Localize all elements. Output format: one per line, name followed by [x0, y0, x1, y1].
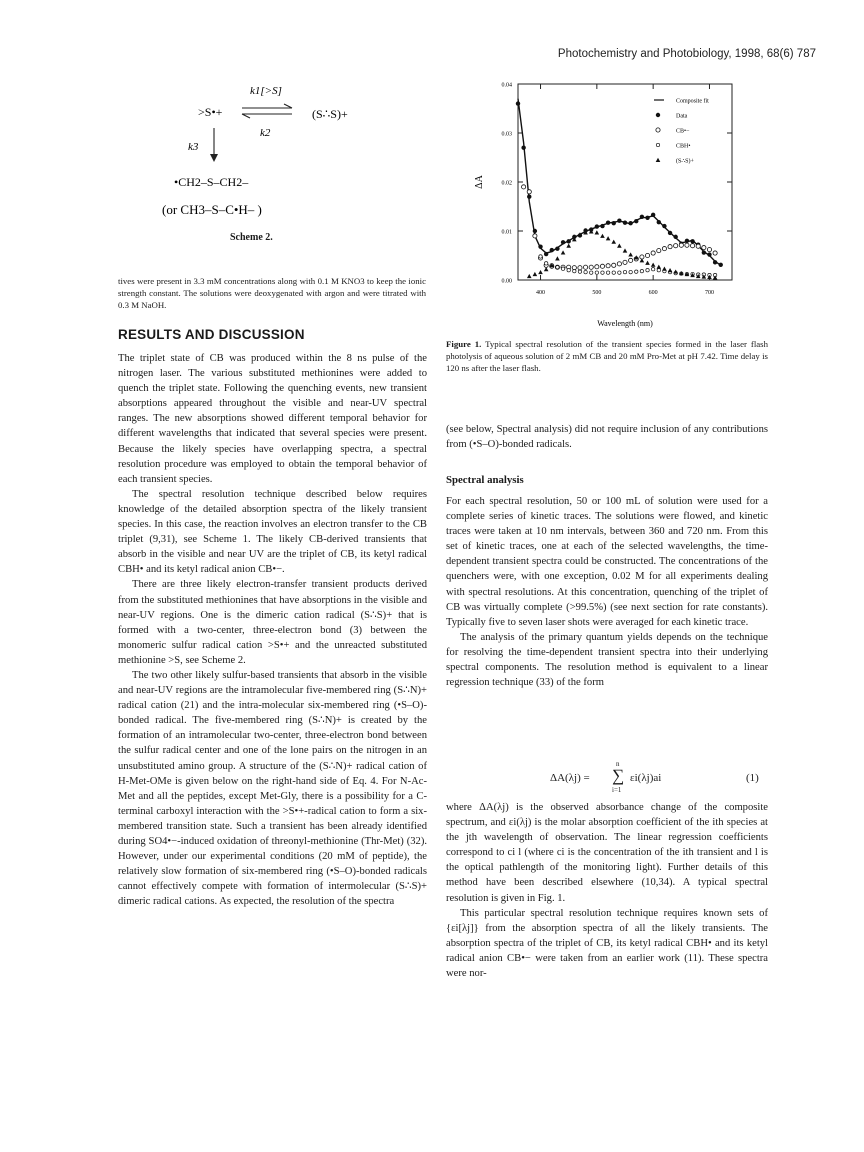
x-tick-label: 400 — [536, 290, 546, 296]
scheme-forward-arrowhead — [284, 104, 292, 108]
data-point — [544, 252, 548, 256]
data-point — [589, 265, 593, 269]
data-point — [635, 270, 638, 273]
scheme-product-2: (or CH3–S–C•H– ) — [162, 202, 262, 217]
legend-swatch — [656, 143, 659, 146]
scheme-species-right: (S∴S)+ — [312, 107, 348, 121]
data-point — [634, 219, 638, 223]
data-point — [550, 248, 554, 252]
data-point — [668, 245, 672, 249]
data-point — [662, 224, 666, 228]
data-point — [561, 240, 565, 244]
data-point — [573, 269, 576, 272]
data-point — [629, 270, 632, 273]
data-point — [623, 260, 627, 264]
figure-caption-text: Typical spectral resolution of the transient species formed in the laser flash photolysis of aqueous solution of 2 mM CB and 20 mM Pro-Met at pH 7.42. Time delay is 120 ns after the laser flash. — [446, 339, 768, 373]
data-point — [584, 270, 587, 273]
data-point — [668, 268, 673, 272]
data-point — [702, 250, 706, 254]
data-point — [628, 221, 632, 225]
data-point — [611, 240, 616, 244]
data-point — [719, 263, 723, 267]
data-point — [612, 271, 615, 274]
data-point — [556, 266, 559, 269]
data-point — [600, 224, 604, 228]
data-point — [606, 264, 610, 268]
data-point — [668, 231, 672, 235]
equation-rhs: εi(λj)ai — [630, 772, 662, 784]
scheme-rate-back: k2 — [260, 127, 271, 139]
equation-sum-upper: n — [616, 760, 620, 768]
data-point — [628, 252, 633, 256]
data-point — [527, 195, 531, 199]
data-point — [702, 246, 706, 250]
data-point — [651, 268, 654, 271]
series-line-composite-fit — [518, 99, 721, 266]
data-point — [595, 224, 599, 228]
data-point — [618, 271, 621, 274]
right-column-body — [446, 494, 768, 690]
equation-lhs: ΔA(λj) = — [550, 772, 590, 784]
data-point — [538, 244, 542, 248]
data-point — [533, 234, 537, 238]
data-point — [685, 239, 689, 243]
reaction-scheme — [160, 78, 410, 248]
data-point — [544, 267, 549, 271]
data-point — [521, 146, 525, 150]
x-tick-label: 500 — [592, 290, 602, 296]
legend-label: CBH• — [676, 143, 691, 150]
data-point — [527, 190, 531, 194]
scheme-down-arrowhead — [210, 154, 218, 162]
paragraph: The analysis of the primary quantum yields depends on the technique for resolving the time-dependent transient spectra into their underlying spectral components. The resolution method is equivalent to a linear regression technique (33) of the form — [446, 631, 768, 689]
paragraph: The spectral resolution technique described below requires knowledge of the detailed absorption spectra of the likely transient species. In this case, the reaction involves an electron transfer to the CB triplet (9,31), see Scheme 1. The likely CB-derived transients that absorb in the visible and near UV are the triplet of CB, its ketyl radical CBH• and its ketyl radical anion CB•−. — [118, 488, 427, 576]
paragraph: There are three likely electron-transfer transient products derived from the substituted methionines that have absorptions in the visible and near-UV regions. One is the dimeric cation radical (S∴S)+ that is formed with a two-center, three-electron bond (3) between the monomeric sulfur radical cation >S•+ and the unreacted substituted methionine >S, see Scheme 2. — [118, 579, 427, 666]
data-point — [561, 250, 566, 254]
left-column-body — [118, 351, 427, 909]
section-heading-spectral-analysis: Spectral analysis — [446, 474, 524, 486]
data-point — [567, 269, 570, 272]
data-point — [527, 274, 532, 278]
data-point — [673, 235, 677, 239]
paragraph: The two other likely sulfur-based transients that absorb in the visible and near-UV regions are the intramolecular five-membered ring (S∴N)+ radical cation (21) and the intra-molecular six-membered ring (•S–O)-bonded radical. The five-membered ring (S∴N)+ is created by the formation of an intramolecular two-center, three-electron bond between the sulfur radical center and one of the lone pairs on the nitrogen in an unsubstituted amino group. A structure of the (S∴N)+ radical cation of H-Met-OMe is given below on the right-hand side of Eq. 4. For N-Ac-Met and all the peptides, except Met-Gly, there is a possibility for a C-terminal carboxyl interaction with the >S•+-radical cation to form a six-membered transition state. Such a transient has been already identified during SO4•−-induced oxidation of threonyl-methionine (Thr-Met) (32). However, under our experimental conditions (20 mM of peptide), the relatively slow formation of six-membered ring (•S–O)-bonded radicals cannot effectively compete with formation of intermolecular (S∴S)+ dimeric radical cations. As expected, the resolution of the spectra — [118, 669, 427, 908]
data-point — [674, 244, 678, 248]
y-tick-label: 0.00 — [501, 278, 512, 285]
data-point — [600, 234, 605, 238]
data-point — [578, 270, 581, 273]
data-point — [617, 262, 621, 266]
data-point — [657, 249, 661, 253]
data-point — [533, 229, 537, 233]
legend-swatch — [656, 113, 660, 117]
section-heading-results: RESULTS AND DISCUSSION — [118, 327, 305, 342]
methods-tail-paragraph: tives were present in 3.3 mM concentrations along with 0.1 M KNO3 to keep the ionic strength constant. The solutions were deoxygenated with argon and were titrated with 0.3 M NaOH. — [118, 276, 426, 310]
data-point — [713, 260, 717, 264]
running-head: Photochemistry and Photobiology, 1998, 68(6) 787 — [557, 48, 816, 60]
data-point — [606, 220, 610, 224]
y-tick-label: 0.02 — [501, 180, 512, 187]
data-point — [640, 215, 644, 219]
scheme-rate-down: k3 — [188, 141, 199, 153]
data-point — [696, 244, 700, 248]
data-point — [662, 247, 666, 251]
data-point — [646, 269, 649, 272]
data-point — [595, 230, 600, 234]
data-point — [533, 272, 538, 276]
data-point — [645, 261, 650, 265]
data-point — [612, 263, 616, 267]
legend-swatch — [656, 128, 660, 132]
data-point — [522, 185, 526, 189]
scheme-species-left: >S•+ — [198, 105, 223, 119]
y-tick-label: 0.04 — [501, 82, 512, 89]
data-point — [617, 244, 622, 248]
data-point — [690, 239, 694, 243]
data-point — [673, 269, 678, 273]
data-point — [555, 256, 560, 260]
legend-label: CB•− — [676, 128, 690, 135]
data-point — [566, 244, 571, 248]
data-point — [583, 265, 587, 269]
data-point — [707, 252, 711, 256]
data-point — [566, 239, 570, 243]
scheme-back-arrowhead — [242, 114, 250, 118]
right-column-top-paragraph: (see below, Spectral analysis) did not require inclusion of any contributions from (•S–O)-bonded radicals. — [446, 424, 768, 451]
y-tick-label: 0.01 — [501, 229, 512, 236]
data-point — [612, 221, 616, 225]
data-point — [600, 264, 604, 268]
paragraph: The triplet state of CB was produced within the 8 ns pulse of the nitrogen laser. The various substituted methionines were added to quench the triplet state. Following the quenching events, new transient absorptions appeared throughout the visible and near-UV spectral ranges. The new absorptions showed different temporal behavior for different wavelengths that indicated that several species were present. Because the likely species have overlapping spectra, a spectral resolution procedure was employed to obtain the temporal behavior of each transient species. — [118, 353, 427, 485]
equation-1 — [446, 762, 768, 802]
paragraph: For each spectral resolution, 50 or 100 mL of solution were used for a complete series of kinetic traces. The solutions were flowed, and kinetic traces were taken at 10 nm intervals, between 360 and 720 nm. From this set of kinetic traces, one at each of the selected wavelengths, the time-dependent transient spectra could be constructed. The concentrations of the quenchers were, with one exception, 0.02 M for all experiments dealing with spectral resolutions. At this concentration, quenching of the triplet of CB was virtually complete (>99.5%) (see next section for rate constants). Typically five to seven laser shots were averaged for each kinetic trace. — [446, 496, 768, 628]
legend-label: Data — [676, 113, 688, 120]
equation-number: (1) — [746, 772, 759, 784]
data-point — [685, 243, 689, 247]
scheme-product-1: •CH2–S–CH2– — [174, 175, 249, 189]
data-point — [623, 270, 626, 273]
data-point — [606, 236, 611, 240]
data-point — [606, 271, 609, 274]
y-tick-label: 0.03 — [501, 131, 512, 138]
scheme-caption: Scheme 2. — [230, 232, 273, 243]
x-tick-label: 700 — [704, 290, 714, 296]
data-point — [645, 253, 649, 257]
data-point — [645, 216, 649, 220]
data-point — [679, 243, 683, 247]
summation-icon: ∑ — [612, 766, 625, 785]
scheme-rate-forward: k1[>S] — [250, 85, 282, 97]
data-point — [561, 267, 564, 270]
data-point — [651, 251, 655, 255]
data-point — [623, 220, 627, 224]
data-point — [690, 244, 694, 248]
figure-caption — [446, 339, 768, 374]
data-point — [538, 270, 543, 274]
data-point — [651, 213, 655, 217]
data-point — [539, 255, 542, 258]
data-point — [601, 271, 604, 274]
data-point — [657, 220, 661, 224]
data-point — [623, 248, 628, 252]
data-point — [651, 263, 656, 267]
data-point — [516, 101, 520, 105]
data-point — [640, 269, 643, 272]
data-point — [555, 246, 559, 250]
legend-label: Composite fit — [676, 98, 709, 105]
paragraph: This particular spectral resolution technique requires known sets of {εi[λj]} from the absorption spectra of all the likely transients. The absorption spectra of the triplet of CB, its ketyl radical CBH• and its ketyl radical anion CB•− were taken from an earlier work (11). These spectra were nor- — [446, 907, 768, 980]
x-axis-label: Wavelength (nm) — [597, 319, 653, 328]
figure-caption-label: Figure 1. — [446, 339, 482, 349]
data-point — [590, 271, 593, 274]
data-point — [544, 262, 547, 265]
data-point — [713, 251, 717, 255]
figure-1-chart — [446, 72, 768, 334]
data-point — [629, 258, 633, 262]
data-point — [662, 267, 667, 271]
data-point — [617, 219, 621, 223]
data-point — [657, 269, 660, 272]
data-point — [595, 265, 599, 269]
data-point — [707, 248, 711, 252]
data-point — [656, 265, 661, 269]
legend-swatch — [656, 158, 661, 162]
x-tick-label: 600 — [648, 290, 658, 296]
legend-label: (S∴S)+ — [676, 158, 694, 165]
paragraph: where ΔA(λj) is the observed absorbance change of the composite spectrum, and εi(λj) is the molar absorption coefficient of the ith species at the jth wavelength of observation. The linear regression coefficients correspond to ci l (where ci is the concentration of the ith transient and l is the optical pathlength of the monitoring light). Further details of this method have been described elsewhere (10,34). A typical spectral resolution is given in Fig. 1. — [446, 802, 768, 904]
y-axis-label: ΔA — [474, 175, 485, 189]
right-column-body-after-equation — [446, 800, 768, 981]
data-point — [578, 266, 582, 270]
data-point — [595, 271, 598, 274]
equation-sum-lower: i=1 — [612, 786, 622, 794]
